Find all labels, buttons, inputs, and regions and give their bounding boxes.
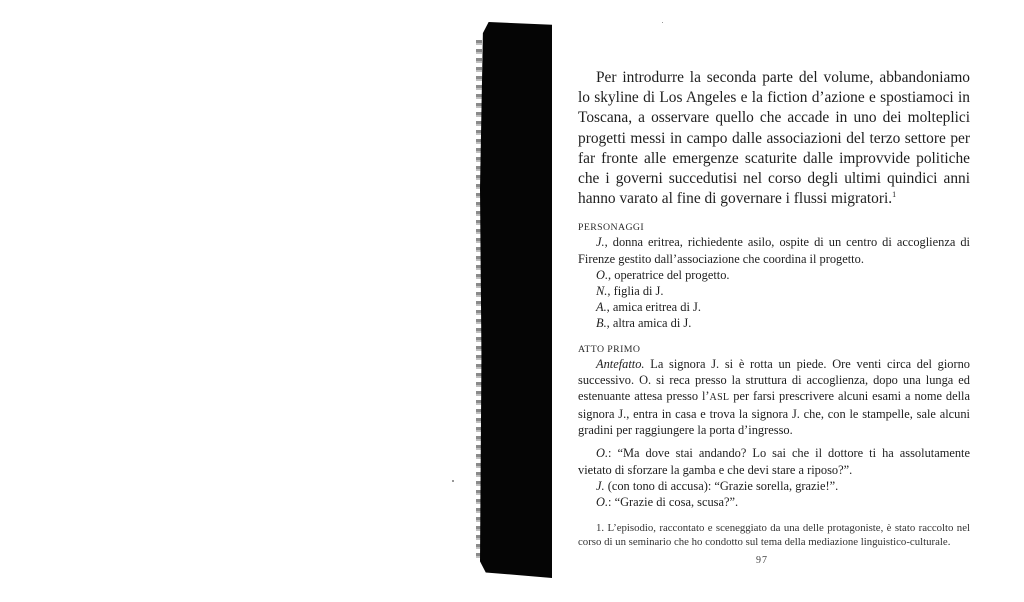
speaker-name: O. — [596, 446, 609, 461]
scan-speck — [452, 480, 454, 482]
atto-primo-heading: ATTO PRIMO — [578, 343, 641, 355]
page-number: 97 — [756, 555, 768, 566]
antefatto-text-continued: per farsi prescrivere alcuni esami a nome della signora J., entra in casa e trova la signora J. che, con le stampelle, sale alcuni gradini per raggiungere la porta d’ingresso. — [578, 389, 970, 438]
character-list — [578, 234, 970, 331]
character-name: J. — [596, 235, 605, 250]
spoken-line: : “Ma dove stai andando? Lo sai che il dottore ti ha assolutamente vietato di sforzare la gamba e che devi stare a riposo?”. — [578, 446, 970, 477]
footnote — [578, 522, 970, 550]
antefatto-text: La signora J. si è rotta un piede. Ore venti circa del giorno successivo. O. si reca presso la struttura di accoglienza, dopo una lunga ed estenuante attesa presso l’ — [578, 356, 970, 404]
dialogue-line — [578, 445, 970, 477]
character-name: A. — [596, 299, 607, 314]
character-description: , donna eritrea, richiedente asilo, ospite di un centro di accoglienza di Firenze gestito dall’associazione che coordina il progetto. — [578, 235, 970, 266]
character-name: N. — [596, 283, 608, 298]
spoken-line: (con tono di accusa): “Grazie sorella, grazie!”. — [604, 478, 839, 493]
page-text-block — [578, 68, 970, 549]
footnote-text: L’episodio, raccontato e sceneggiato da una delle protagoniste, è stato raccolto nel corso di un seminario che ho condotto sul tema della mediazione linguistico-culturale. — [578, 521, 970, 548]
footnote-reference: 1 — [892, 190, 897, 200]
personaggi-heading: PERSONAGGI — [578, 222, 645, 234]
character-description: , operatrice del progetto. — [608, 267, 730, 282]
intro-text: Per introdurre la seconda parte del volume, abbandoniamo lo skyline di Los Angeles e la fiction d’azione e spostiamoci in Toscana, a osservare quello che accade in uno dei molteplici progetti messi in campo dalle associazioni del terzo settore per far fronte alle emergenze scaturite dalle improvvide politiche che i governi succedutisi nel corso degli ultimi quindici anni hanno varato al fine di governare i flussi migratori. — [578, 69, 970, 208]
footnote-number: 1. — [596, 521, 605, 534]
character-entry — [578, 267, 970, 283]
character-description: , figlia di J. — [607, 283, 664, 298]
character-entry — [578, 283, 970, 299]
character-name: O. — [596, 267, 609, 282]
character-description: , altra amica di J. — [606, 315, 692, 330]
dialogue-line — [578, 494, 970, 510]
character-name: B. — [596, 315, 607, 330]
book-spine-shadow — [480, 22, 552, 578]
character-entry — [578, 299, 970, 315]
speaker-name: O. — [596, 494, 609, 509]
character-entry — [578, 315, 970, 331]
asl-abbreviation: ASL — [709, 392, 730, 404]
character-entry — [578, 234, 970, 266]
character-description: , amica eritrea di J. — [606, 299, 701, 314]
scan-speck — [662, 22, 663, 23]
antefatto-paragraph — [578, 356, 970, 438]
speaker-name: J. — [596, 478, 605, 493]
intro-paragraph — [578, 68, 970, 209]
spoken-line: : “Grazie di cosa, scusa?”. — [608, 494, 739, 509]
dialogue — [578, 445, 970, 509]
antefatto-label: Antefatto. — [596, 356, 645, 371]
dialogue-line — [578, 478, 970, 494]
